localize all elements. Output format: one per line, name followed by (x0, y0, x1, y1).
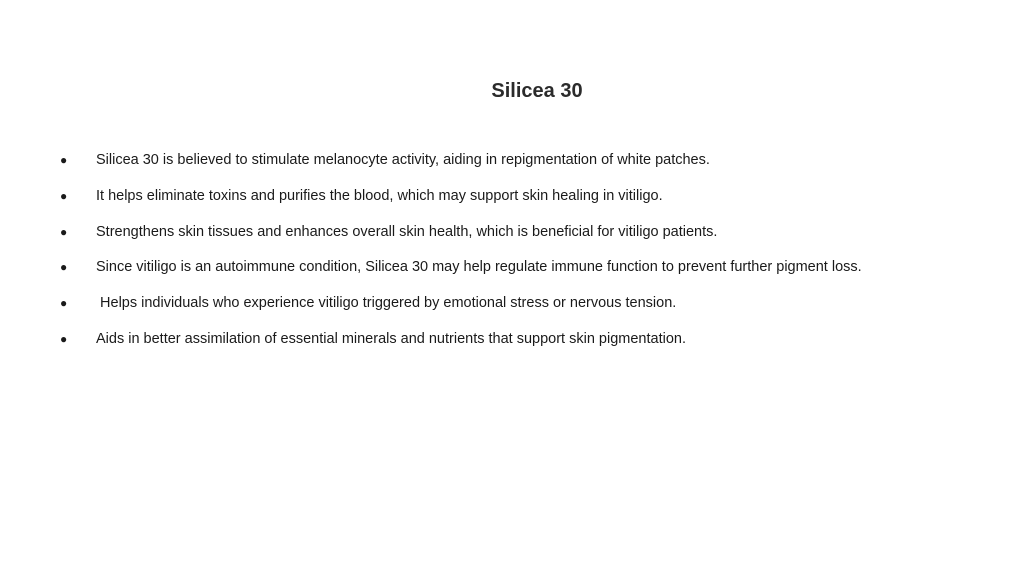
bullet-icon: ● (60, 188, 68, 203)
bullet-icon: ● (60, 224, 68, 239)
slide-title: Silicea 30 (491, 80, 583, 102)
bullet-item (0, 149, 1000, 185)
bullet-item (0, 328, 1000, 364)
bullet-item (0, 256, 1000, 292)
bullet-icon: ● (60, 331, 68, 346)
bullet-text: Helps individuals who experience vitiligo triggered by emotional stress or nervous tension. (96, 295, 677, 312)
bullet-text: Silicea 30 is believed to stimulate melanocyte activity, aiding in repigmentation of white patches. (96, 152, 710, 168)
bullet-item (0, 185, 1000, 221)
bullet-text: It helps eliminate toxins and purifies the blood, which may support skin healing in vitiligo. (96, 187, 663, 204)
bullet-text: Strengthens skin tissues and enhances overall skin health, which is beneficial for vitiligo patients. (96, 223, 718, 240)
bullet-list (0, 149, 1000, 364)
bullet-item (0, 221, 1000, 257)
bullet-icon: ● (60, 260, 68, 275)
bullet-icon: ● (60, 153, 68, 167)
bullet-text: Since vitiligo is an autoimmune condition, Silicea 30 may help regulate immune function to prevent further pigment loss. (96, 259, 862, 276)
bullet-text: Aids in better assimilation of essential minerals and nutrients that support skin pigmentation. (96, 330, 686, 347)
bullet-icon: ● (60, 296, 68, 311)
bullet-item (0, 292, 1000, 328)
